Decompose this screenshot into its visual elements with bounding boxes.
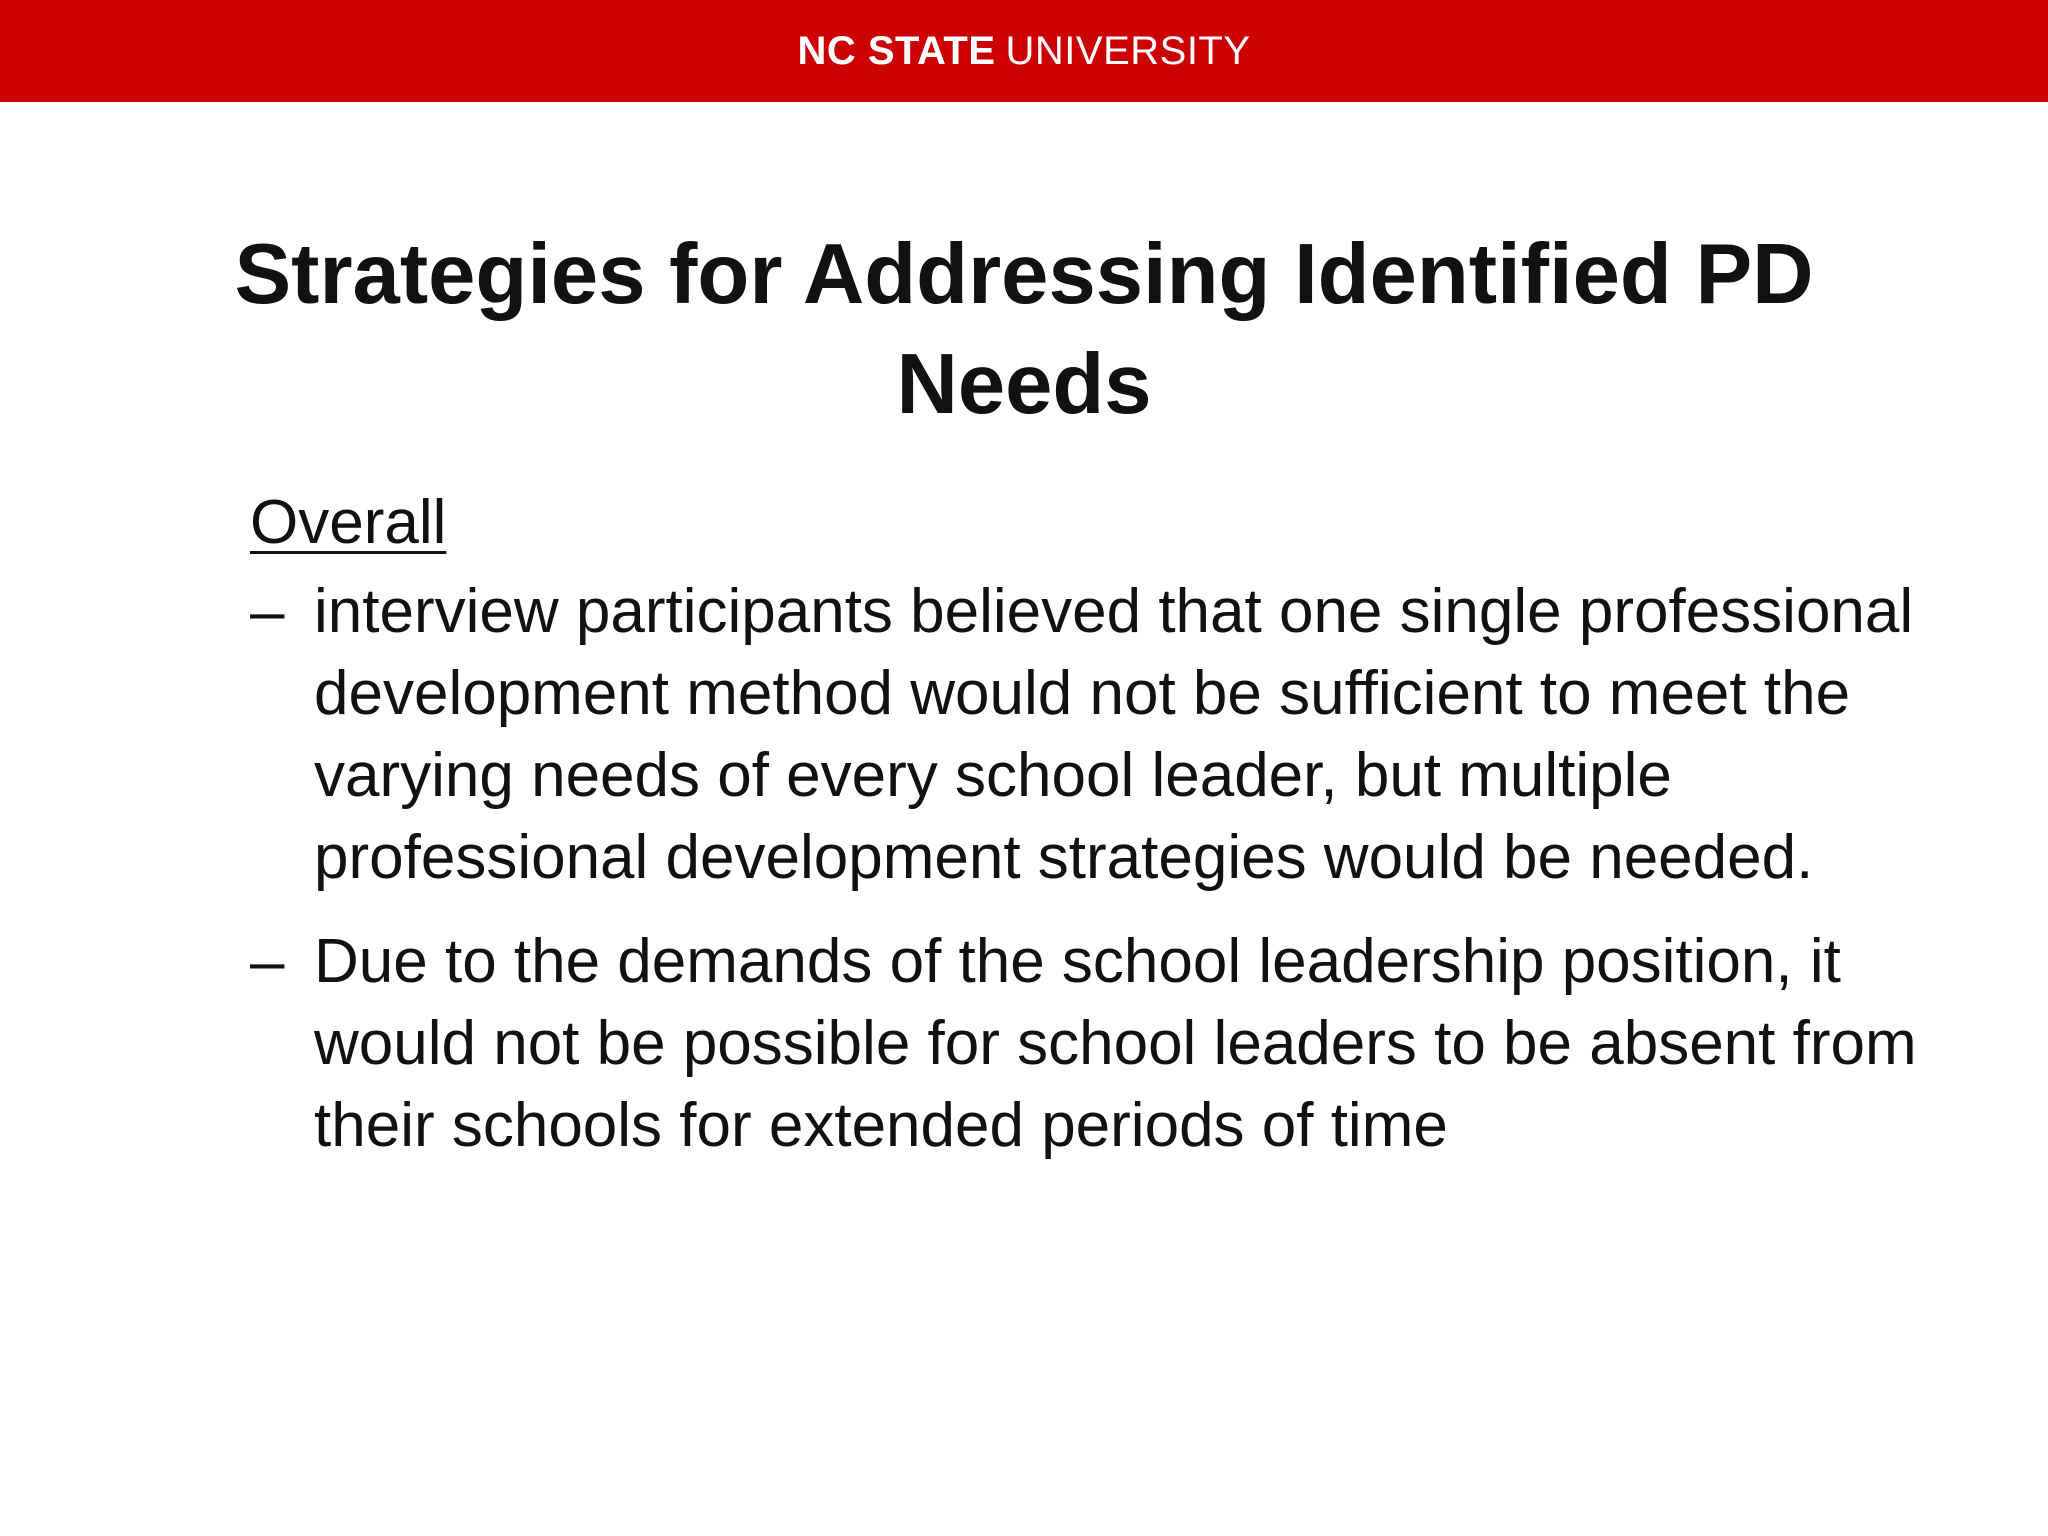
nc-state-university-wordmark xyxy=(797,31,1250,71)
bullet-dash: – xyxy=(250,577,285,646)
bullet-dash: – xyxy=(250,927,285,996)
bullet-list xyxy=(250,571,1990,1167)
wordmark-bold-part: NC STATE xyxy=(797,29,996,73)
slide-body xyxy=(250,475,1990,1167)
bullet-text: interview participants believed that one single professional development method would not be sufficient to meet the varying needs of every school leader, but multiple professional development strategies would be needed. xyxy=(314,577,1914,892)
bullet-item xyxy=(250,921,1990,1167)
wordmark-regular-part: UNIVERSITY xyxy=(1005,29,1251,73)
section-heading-overall: Overall xyxy=(250,488,447,557)
bullet-item xyxy=(250,571,1990,899)
slide-title: Strategies for Addressing Identified PD Needs xyxy=(234,227,1814,432)
university-header-bar xyxy=(0,0,2048,102)
bullet-text: Due to the demands of the school leadership position, it would not be possible for school leaders to be absent from their schools for extended periods of time xyxy=(314,927,1917,1160)
